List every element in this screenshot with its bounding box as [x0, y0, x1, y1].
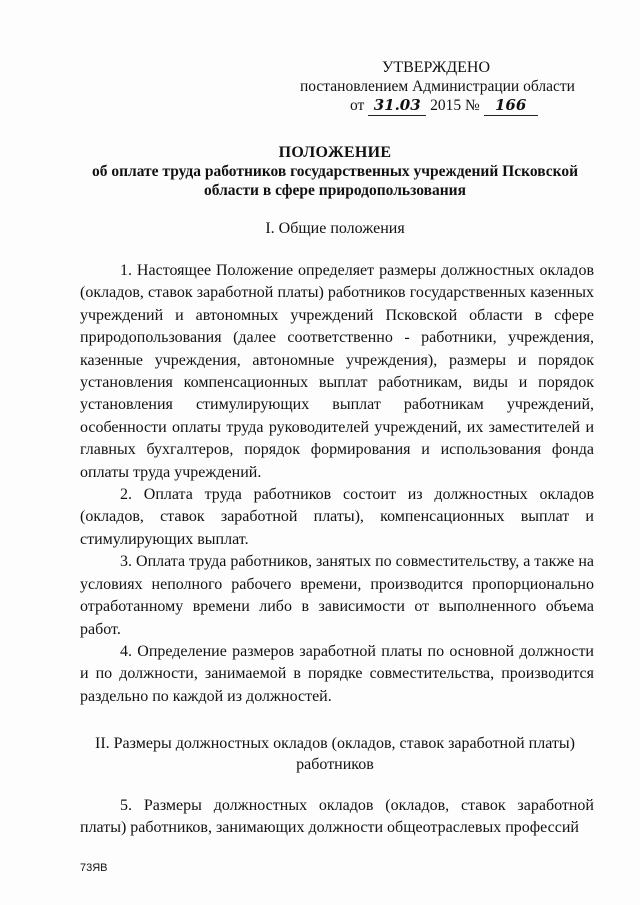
approval-date-line: [290, 96, 590, 116]
handwritten-number: 166: [484, 96, 538, 116]
section1-title: I. Общие положения: [265, 220, 405, 237]
approval-date-prefix: от: [350, 97, 365, 114]
approval-block: [290, 58, 590, 116]
document-subtitle-line1: об оплате труда работников государственных учреждений Псковской: [91, 163, 579, 180]
section2-body: [80, 795, 594, 840]
paragraph-5: 5. Размеры должностных окладов (окладов, ставок заработной платы) работников, занимающих должности общеотраслевых профессий: [80, 797, 594, 837]
paragraph-1: 1. Настоящее Положение определяет размеры должностных окладов (окладов, ставок заработной платы) работников государственных казенных учреждений и автономных учреждений Псковской области в сфере природопользования (далее соответственно - работники, учреждения, казенные учреждения, автономные учреждения), размеры и порядок установления компенсационных выплат работникам, виды и порядок установления стимулирующих выплат работникам учреждений, особенности оплаты труда руководителей учреждений, их заместителей и главных бухгалтеров, порядок формирования и использования фонда оплаты труда учреждений.: [80, 262, 594, 481]
section2-title-line2: работников: [296, 756, 374, 773]
approval-authority: постановлением Администрации области: [300, 78, 575, 95]
section1-body: [80, 260, 594, 708]
document-subtitle-line2: области в сфере природопользования: [204, 182, 466, 199]
section2-title: [70, 733, 600, 775]
approval-year: 2015 №: [430, 97, 480, 114]
footer-code: 73ЯВ: [80, 862, 108, 874]
section2-title-line1: II. Размеры должностных окладов (окладов, ставок заработной платы): [95, 735, 575, 752]
paragraph-2: 2. Оплата труда работников состоит из должностных окладов (окладов, ставок заработной платы), компенсационных выплат и стимулирующих выплат.: [80, 486, 594, 548]
document-title: ПОЛОЖЕНИЕ: [278, 144, 392, 161]
approval-title: УТВЕРЖДЕНО: [382, 59, 491, 76]
document-heading: [70, 143, 600, 200]
handwritten-date: 31.03: [368, 96, 426, 116]
paragraph-4: 4. Определение размеров заработной платы по основной должности и по должности, занимаемой в порядке совместительства, производится раздельно по каждой из должностей.: [80, 642, 594, 705]
paragraph-3: 3. Оплата труда работников, занятых по совместительству, а также на условиях неполного рабочего времени, производится пропорционально отработанному времени либо в зависимости от выполненного объема работ.: [80, 553, 594, 638]
